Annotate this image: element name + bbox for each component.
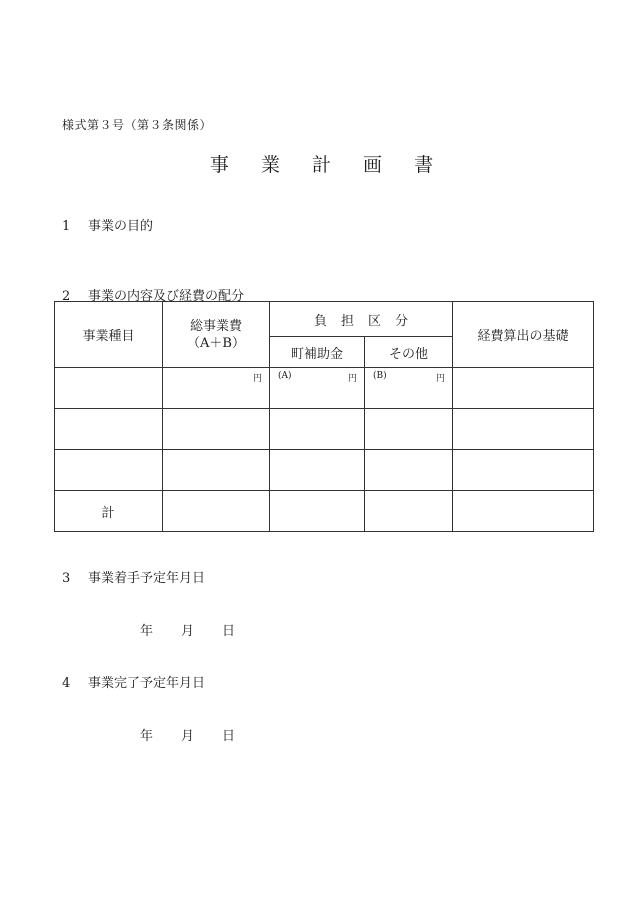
cell-other[interactable] (365, 409, 453, 450)
completion-date-field[interactable] (140, 725, 235, 744)
cell-total-cost[interactable] (163, 450, 270, 491)
cell-project-type[interactable] (55, 409, 163, 450)
table-row (55, 409, 594, 450)
header-total-cost-formula: （A＋B） (187, 335, 245, 351)
cell-cost-basis[interactable] (453, 491, 594, 532)
header-total-cost (163, 302, 270, 368)
cell-town-subsidy[interactable] (270, 450, 365, 491)
header-cost-basis: 経費算出の基礎 (453, 302, 594, 368)
day-label: 日 (222, 624, 236, 639)
section-heading-completion-date (62, 672, 205, 691)
header-total-cost-label: 総事業費 (189, 318, 242, 334)
cost-allocation-table (54, 301, 594, 532)
section-number: 3 (62, 571, 71, 586)
month-label: 月 (181, 624, 195, 639)
section-heading-purpose (62, 215, 153, 234)
cell-cost-basis[interactable] (453, 450, 594, 491)
cell-project-type[interactable] (55, 450, 163, 491)
year-label: 年 (140, 729, 154, 744)
year-label: 年 (140, 624, 154, 639)
section-label: 事業完了予定年月日 (88, 676, 206, 691)
start-date-field[interactable] (140, 620, 235, 639)
table-header-row (55, 302, 594, 337)
unit-label: 円 (347, 374, 357, 384)
header-town-subsidy: 町補助金 (270, 337, 365, 368)
total-row-label: 計 (55, 491, 163, 532)
cell-total-cost[interactable] (163, 491, 270, 532)
form-number: 様式第３号（第３条関係） (62, 118, 213, 132)
marker-b: (B) (373, 371, 387, 381)
unit-label: 円 (252, 374, 262, 384)
marker-a: (A) (278, 371, 292, 381)
section-number: 2 (62, 289, 71, 304)
cell-town-subsidy[interactable] (270, 409, 365, 450)
cell-town-subsidy[interactable] (270, 368, 365, 409)
header-burden-division: 負担区分 (270, 302, 453, 337)
section-number: 1 (62, 219, 71, 234)
cell-other[interactable] (365, 368, 453, 409)
cell-project-type[interactable] (55, 368, 163, 409)
section-number: 4 (62, 676, 71, 691)
table-row (55, 450, 594, 491)
cell-cost-basis[interactable] (453, 409, 594, 450)
header-other: その他 (365, 337, 453, 368)
section-label: 事業の内容及び経費の配分 (88, 289, 245, 304)
cell-other[interactable] (365, 450, 453, 491)
month-label: 月 (181, 729, 195, 744)
cell-total-cost[interactable] (163, 409, 270, 450)
cell-town-subsidy[interactable] (270, 491, 365, 532)
section-heading-start-date (62, 567, 205, 586)
table-total-row (55, 491, 594, 532)
document-title: 事 業 計 画 書 (209, 154, 447, 176)
cell-other[interactable] (365, 491, 453, 532)
section-label: 事業着手予定年月日 (88, 571, 206, 586)
header-project-type: 事業種目 (55, 302, 163, 368)
unit-label: 円 (436, 374, 446, 384)
section-label: 事業の目的 (88, 219, 154, 234)
cell-total-cost[interactable] (163, 368, 270, 409)
table-row (55, 368, 594, 409)
day-label: 日 (222, 729, 236, 744)
cell-cost-basis[interactable] (453, 368, 594, 409)
